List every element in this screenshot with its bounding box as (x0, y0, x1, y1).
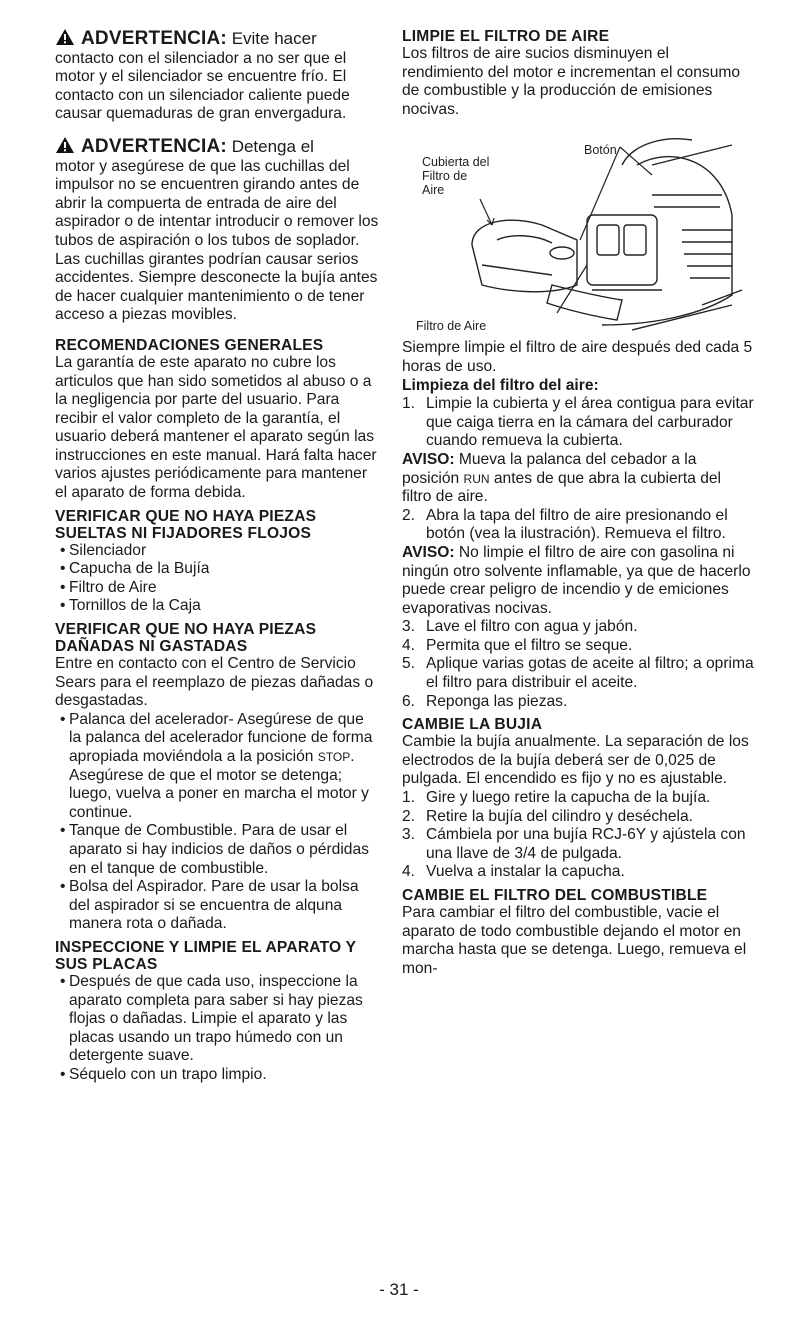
warning-muffler (55, 28, 380, 124)
run-label: RUN (463, 471, 490, 486)
warning-icon (55, 136, 75, 154)
spark-plug-text: Cambie la bujía anualmente. La separación de los electrodos de la bujía deberá ser de 0,025 de pulgada. El encendido es fijo y no es ajustable. (402, 733, 749, 788)
inspect-heading: INSPECCIONE Y LIMPIE EL APARATO Y SUS PLACAS (55, 938, 356, 973)
damaged-parts-heading: VERIFICAR QUE NO HAYA PIEZAS DAÑADAS NI GASTADAS (55, 621, 317, 656)
fuel-filter-heading: CAMBIE EL FILTRO DEL COMBUSTIBLE (402, 887, 708, 904)
label-button: Botón (584, 143, 617, 158)
list-item: • Filtro de Aire (55, 579, 380, 598)
warning-icon (55, 28, 75, 46)
list-item: • Capucha de la Bujía (55, 560, 380, 579)
list-item: • Bolsa del Aspirador. Pare de usar la bolsa del aspirador si se encuentra de alquna manera rota o dañada. (55, 878, 380, 934)
list-item: 4. Vuelva a instalar la capucha. (402, 863, 625, 881)
warning-lead: Detenga el (226, 136, 314, 156)
warning-impeller (55, 136, 380, 325)
list-item: 2. Abra la tapa del filtro de aire presionando el botón (vea la ilustración). Remueva el filtro. (402, 506, 728, 543)
cleaning-subheading: Limpieza del filtro del aire: (402, 376, 599, 394)
notice-solvent: AVISO: No limpie el filtro de aire con gasolina ni ningún otro solvente inflamable, ya que de hacerlo puede crear peligro de incendio y de emiciones evaporativas nocivas. (402, 543, 751, 617)
list-item: • Palanca del acelerador- Asegúrese de que la palanca del acelerador funcione de forma apropiada moviéndola a la posición STOP. Asegúrese de que el motor se detenga; luego, vuelva a poner en marcha el motor y continue. (55, 711, 380, 823)
label-filter-cover: Cubierta del Filtro de Aire (422, 155, 490, 198)
warning-title: ADVERTENCIA: (81, 28, 227, 49)
cleaning-steps-b (402, 507, 754, 544)
warning-title: ADVERTENCIA: (81, 135, 227, 157)
list-item: • Silenciador (55, 542, 380, 561)
list-item: 2. Retire la bujía del cilindro y deséchela. (402, 807, 693, 825)
loose-parts-heading: VERIFICAR QUE NO HAYA PIEZAS SUELTAS NI FIJADORES FLOJOS (55, 507, 317, 542)
air-filter-heading: LIMPIE EL FILTRO DE AIRE (402, 28, 610, 45)
loose-parts-list (55, 542, 380, 616)
list-item: • Séquelo con un trapo limpio. (55, 1066, 380, 1085)
list-item: 6. Reponga las piezas. (402, 692, 568, 710)
inspect-list (55, 973, 380, 1085)
spark-plug-steps (402, 789, 754, 882)
list-item: 1. Gire y luego retire la capucha de la bujía. (402, 789, 711, 807)
damaged-parts-text: Entre en contacto con el Centro de Servicio Sears para el reemplazo de piezas dañadas o desgastadas. (55, 655, 374, 710)
right-column (402, 28, 754, 978)
air-filter-illustration (402, 125, 754, 337)
warning-text: motor y asegúrese de que las cuchillas del impulsor no se encuentren girando antes de abrir la compuerta de entrada de aire del aspirador o de intentar introducir o remover los tubos de aspiración o los tubos de soplador. Las cuchillas girantes podrían causar serios accidentes. Siempre desconecte la bujía antes de hacer cualquier mantenimiento o de tener acceso a piezas movibles. (55, 157, 379, 324)
stop-label: STOP (317, 750, 351, 764)
clean-interval-text: Siempre limpie el filtro de aire después ded cada 5 horas de uso. (402, 339, 753, 375)
list-item: • Tornillos de la Caja (55, 597, 380, 616)
damaged-parts-list (55, 711, 380, 934)
list-item: 3. Lave el filtro con agua y jabón. (402, 618, 638, 636)
warning-lead: Evite hacer (226, 29, 317, 48)
cleaning-steps-c (402, 618, 754, 711)
notice-choke: AVISO: Mueva la palanca del cebador a la posición RUN antes de que abra la cubierta del filtro de aire. (402, 450, 722, 506)
general-text: La garantía de este aparato no cubre los articulos que han sido sometidos al abuso o a la negligencia por parte del usuario. Para recibir el valor completo de la garantía, el usuario deberá mantener el aparato según las instrucciones en este manual. Hará falta hacer varios ajustes periódicamente para mantener el aparato de forma debida. (55, 353, 377, 502)
warning-text: contacto con el silenciador a no ser que el motor y el silenciador se encuentre frío. El contacto con un silenciador caliente puede causar quemaduras de gran envergadura. (55, 49, 350, 123)
spark-plug-heading: CAMBIE LA BUJIA (402, 716, 543, 734)
air-filter-text: Los filtros de aire sucios disminuyen el rendimiento del motor e incrementan el consumo de combustible y la producción de emisiones nocivas. (402, 45, 741, 118)
cleaning-steps-a (402, 395, 754, 451)
fuel-filter-text: Para cambiar el filtro del combustible, vacie el aparato de todo combustible dejando el motor en marcha hasta que se detenga. Luego, remueva el mon- (402, 904, 747, 977)
list-item: 4. Permita que el filtro se seque. (402, 636, 633, 654)
list-item: 5. Aplique varias gotas de aceite al filtro; a oprima el filtro para distribuir el aceite. (402, 655, 754, 692)
label-air-filter: Filtro de Aire (416, 319, 487, 334)
list-item: • Después de que cada uso, inspeccione la aparato completa para saber si hay piezas flojas o dañadas. Limpie el aparato y las placas usando un trapo húmedo con un detergente suave. (55, 973, 380, 1066)
list-item: 1. Limpie la cubierta y el área contigua para evitar que caiga tierra en la cámara del carburador cuando remueva la cubierta. (402, 395, 754, 450)
page-number: - 31 - (379, 1280, 419, 1299)
general-heading: RECOMENDACIONES GENERALES (55, 336, 324, 354)
list-item: 3. Cámbiela por una bujía RCJ-6Y y ajústela con una llave de 3/4 de pulgada. (402, 826, 746, 862)
left-column (55, 28, 380, 1085)
list-item: • Tanque de Combustible. Para de usar el aparato si hay indicios de daños o pérdidas en el tanque de combustible. (55, 822, 380, 878)
